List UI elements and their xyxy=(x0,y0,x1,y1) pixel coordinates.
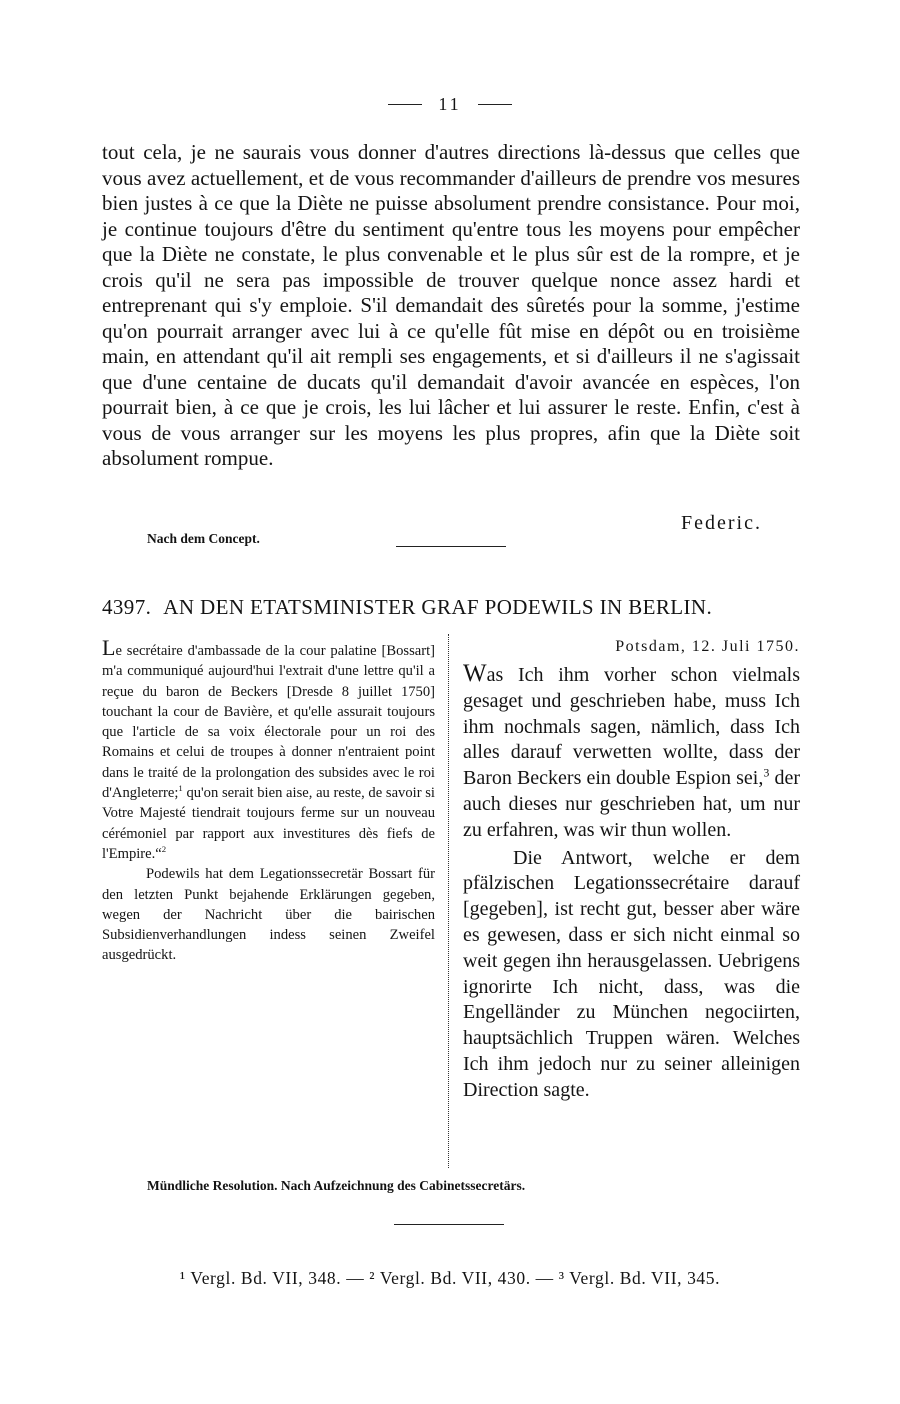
section-divider-rule xyxy=(396,546,506,547)
footnote-rule xyxy=(394,1224,504,1225)
column-divider xyxy=(448,634,449,1168)
resolution-paragraph-1a: Was Ich ihm vorher schon vielmals gesaget und geschrieben habe, muss Ich ihm nochmals sagen, nämlich, dass Ich alles darauf verwetten wollte, dass der Baron Beckers ein double Espion sei, xyxy=(463,660,800,790)
page-number: 11 xyxy=(438,94,462,114)
report-quote xyxy=(102,635,435,864)
footnote-ref-3: 3 xyxy=(763,765,770,780)
report-column xyxy=(102,635,435,966)
source-note-concept: Nach dem Concept. xyxy=(147,531,260,546)
footnote-ref-1: 1 xyxy=(178,783,183,794)
header-dash-right xyxy=(478,104,512,105)
source-note-resolution: Mündliche Resolution. Nach Aufzeichnung des Cabinetssecretärs. xyxy=(147,1178,526,1193)
report-quote-part1: Le secrétaire d'ambassade de la cour palatine [Bossart] m'a communiqué aujourd'hui l'extrait d'une lettre qu'il a reçue du baron de Beckers [Dresde 8 juillet 1750] touchant la cour de Bavière, et qu'elle assurait toujours que l'article de sa voix électorale pour un roi des Romains et celui de troupes à donner n'entraient point dans le traité de la prolongation des subsides avec le roi d'Angleterre; xyxy=(102,635,435,802)
document-title: AN DEN ETATSMINISTER GRAF PODEWILS IN BERLIN. xyxy=(163,595,713,619)
signature: Federic. xyxy=(681,512,762,534)
document-heading xyxy=(102,595,802,620)
footnotes: ¹ Vergl. Bd. VII, 348. — ² Vergl. Bd. VII, 430. — ³ Vergl. Bd. VII, 345. xyxy=(179,1268,721,1288)
report-summary: Podewils hat dem Legationssecretär Bossart für den letzten Punkt bejahende Erklärungen gegeben, wegen der Nachricht über die bairischen Subsidienverhandlungen indess seinen Zweifel ausgedrückt. xyxy=(102,866,435,964)
report-quote-part2: qu'on serait bien aise, au reste, de savoir si Votre Majesté tiendrait toujours ferme sur un nouveau cérémoniel par rapport aux investitures dès fiefs de l'Empire.“ xyxy=(102,785,435,862)
resolution-paragraph-1 xyxy=(463,661,800,844)
header-dash-left xyxy=(388,104,422,105)
page-header xyxy=(0,94,900,115)
resolution-paragraph-2: Die Antwort, welche er dem pfälzischen Legationssecrétaire darauf [gegeben], ist recht gut, besser aber wäre es gewesen, dass er sich nicht einmal so weit gegen ihn herausgelassen. Uebrigens ignorirte Ich nicht, dass, was die Engelländer zu München negociirten, hauptsächlich Truppen wären. Welches Ich ihm jedoch nur zu seiner alleinigen Direction sagte. xyxy=(463,846,800,1101)
place-date: Potsdam, 12. Juli 1750. xyxy=(615,638,800,655)
resolution-paragraph-1b: der auch dieses nur geschrieben hat, um nur zu erfahren, was wir thun wollen. xyxy=(463,767,800,841)
resolution-column xyxy=(463,636,800,1104)
document-number: 4397. xyxy=(102,595,152,619)
previous-letter-continuation: tout cela, je ne saurais vous donner d'autres directions là-dessus que celles que vous avez actuellement, et de vous recommander d'ailleurs de prendre vos mesures bien justes à ce que la Diète ne puisse absolument prendre consistance. Pour moi, je continue toujours d'être du sentiment qu'entre tous les moyens pour empêcher que la Diète ne constate, le plus convenable et le plus sûr est de la rompre, et je crois qu'il ne sera pas impossible de trouver quelque nonce assez hardi et entreprenant qui s'y emploie. S'il demandait des sûretés pour la somme, j'estime qu'on pourrait arranger avec lui à ce qu'elle fût mise en dépôt ou en troisième main, en attendant qu'il ait rempli ses engagements, et si d'ailleurs il ne s'agissait que d'une centaine de ducats qu'il demandait d'avoir avancée en espèces, l'on pourrait bien, à ce que je crois, les lui lâcher et lui assurer le reste. Enfin, c'est à vous de vous arranger sur les moyens les plus propres, afin que la Diète soit absolument rompue. xyxy=(102,140,800,470)
footnote-ref-2: 2 xyxy=(161,844,167,855)
